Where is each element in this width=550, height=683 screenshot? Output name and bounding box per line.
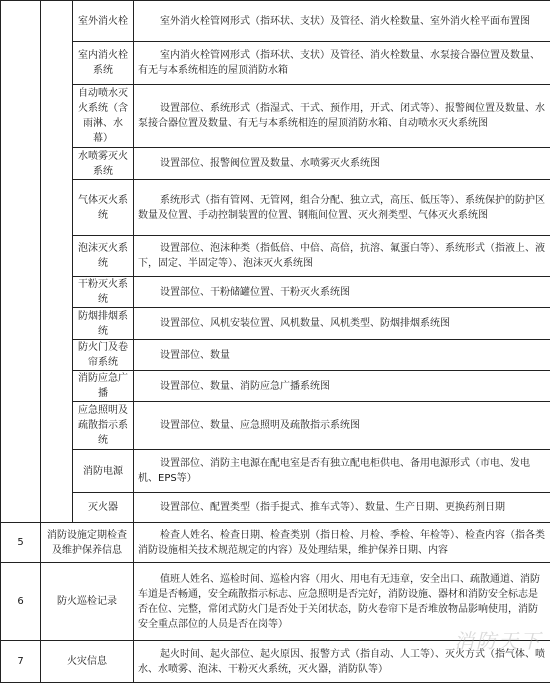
record-item-name: 火灾信息 (41, 641, 134, 683)
facility-name: 防火门及卷帘系统 (73, 340, 134, 371)
facility-name: 泡沫灭火系统 (73, 236, 134, 277)
record-item-description: 值班人姓名、巡检时间、巡检内容（用火、用电有无违章，安全出口、疏散通道、消防车道是否畅通，安全疏散指示标志、应急照明是否完好，消防设施、器材和消防安全标志是否在位、完整，常闭式防火门是否处于关闭状态，防火卷帘下是否堆放物品影响使用，消防安全重点部位的人员是否在岗等） (134, 563, 550, 641)
record-item-name: 消防设施定期检查及维护保养信息 (41, 523, 134, 563)
facility-description: 设置部位、报警阀位置及数量、水喷雾灭火系统图 (134, 148, 550, 180)
facility-description: 设置部位、风机安装位置、风机数量、风机类型、防烟排烟系统图 (134, 308, 550, 340)
record-item-description: 起火时间、起火部位、起火原因、报警方式（指自动、人工等）、灭火方式（指气体、喷水、水喷雾、泡沫、干粉灭火系统，灭火器，消防队等） (134, 641, 550, 683)
facility-description: 室内消火栓管网形式（指环状、支状）及管径、消火栓数量、水泵接合器位置及数量、有无与本系统相连的屋顶消防水箱 (134, 42, 550, 85)
table-row (1, 450, 550, 493)
facility-description: 设置部位、数量、应急照明及疏散指示系统图 (134, 402, 550, 450)
table-row (1, 1, 550, 42)
facility-description: 设置部位、干粉储罐位置、干粉灭火系统图 (134, 277, 550, 308)
row-number-cell (1, 1, 41, 523)
category-cell (41, 1, 73, 523)
facility-name: 室内消火栓系统 (73, 42, 134, 85)
table-row (1, 371, 550, 402)
facility-name: 灭火器 (73, 493, 134, 523)
facility-description: 系统形式（指有管网、无管网，组合分配、独立式，高压、低压等）、系统保护的防护区数量及位置、手动控制装置的位置、钢瓶间位置、灭火剂类型、气体灭火系统图 (134, 180, 550, 236)
record-item-name: 防火巡检记录 (41, 563, 134, 641)
facility-description: 设置部位、数量 (134, 340, 550, 371)
facility-name: 应急照明及疏散指示系统 (73, 402, 134, 450)
facility-description: 设置部位、系统形式（指湿式、干式、预作用，开式、闭式等）、报警阀位置及数量、水泵接合器位置及数量、有无与本系统相连的屋顶消防水箱、自动喷水灭火系统图 (134, 85, 550, 148)
facility-name: 气体灭火系统 (73, 180, 134, 236)
facility-description: 室外消火栓管网形式（指环状、支状）及管径、消火栓数量、室外消火栓平面布置图 (134, 1, 550, 42)
table-row (1, 42, 550, 85)
watermark: 消防天下 (454, 625, 542, 654)
table-row (1, 340, 550, 371)
facility-description: 设置部位、消防主电源在配电室是否有独立配电柜供电、备用电源形式（市电、发电机、EPS等） (134, 450, 550, 493)
record-item-description: 检查人姓名、检查日期、检查类别（指日检、月检、季检、年检等）、检查内容（指各类消防设施相关技术规范规定的内容）及处理结果，维护保养日期、内容 (134, 523, 550, 563)
facility-description: 设置部位、泡沫种类（指低倍、中倍、高倍，抗溶、氟蛋白等）、系统形式（指液上、液下，固定、半固定等）、泡沫灭火系统图 (134, 236, 550, 277)
table-row (1, 641, 550, 683)
facility-name: 消防应急广播 (73, 371, 134, 402)
facility-description: 设置部位、数量、消防应急广播系统图 (134, 371, 550, 402)
row-number: 7 (1, 641, 41, 683)
facility-name: 干粉灭火系统 (73, 277, 134, 308)
table-row (1, 308, 550, 340)
facility-description: 设置部位、配置类型（指手提式、推车式等）、数量、生产日期、更换药剂日期 (134, 493, 550, 523)
table-row (1, 85, 550, 148)
facility-name: 防烟排烟系统 (73, 308, 134, 340)
row-number: 6 (1, 563, 41, 641)
facility-name: 自动喷水灭火系统（含雨淋、水幕） (73, 85, 134, 148)
table-row (1, 236, 550, 277)
table-row (1, 148, 550, 180)
table-row (1, 563, 550, 641)
facility-name: 消防电源 (73, 450, 134, 493)
table-row (1, 523, 550, 563)
facility-name: 水喷雾灭火系统 (73, 148, 134, 180)
table-row (1, 493, 550, 523)
table-row (1, 402, 550, 450)
facility-name: 室外消火栓 (73, 1, 134, 42)
table-row (1, 277, 550, 308)
table-row (1, 180, 550, 236)
row-number: 5 (1, 523, 41, 563)
